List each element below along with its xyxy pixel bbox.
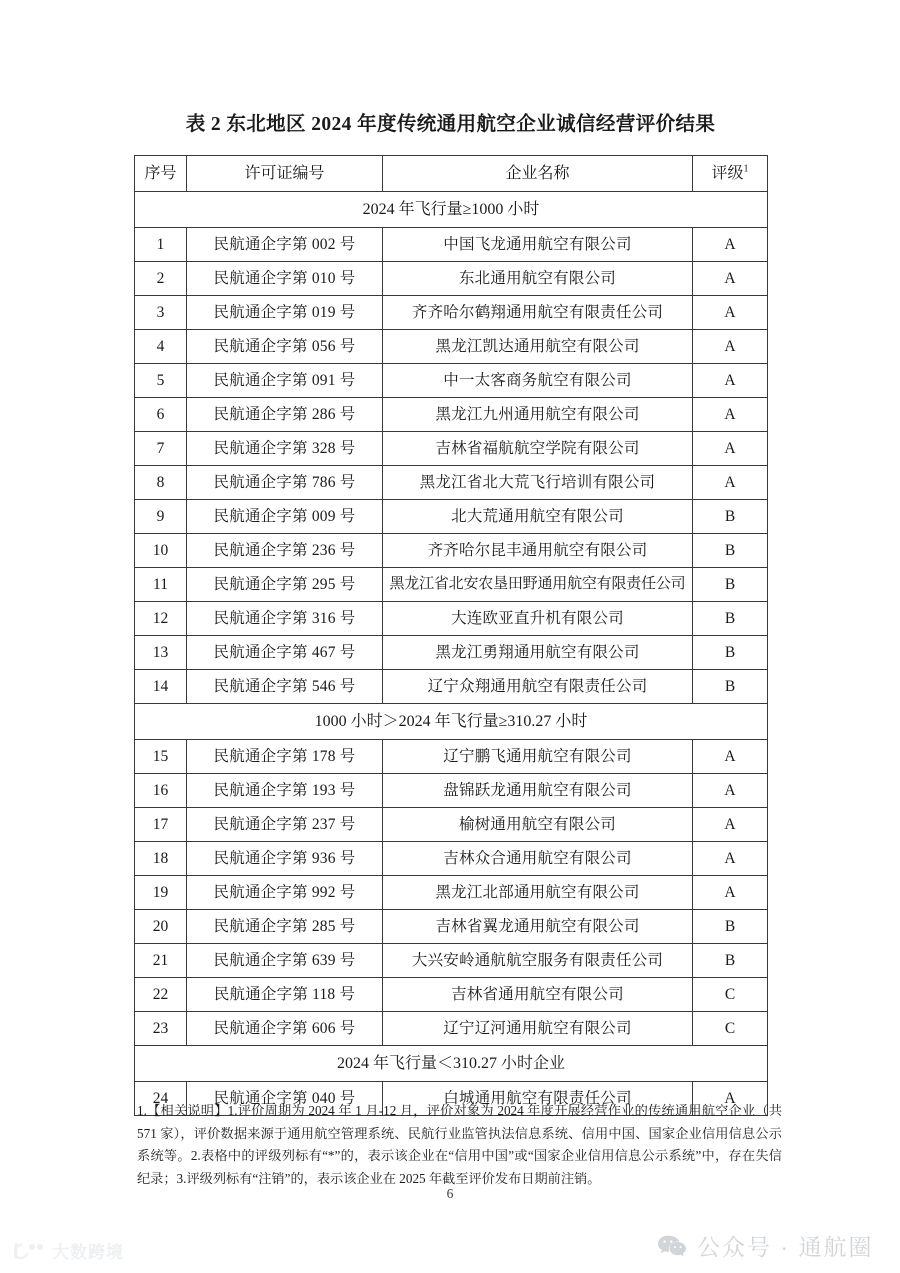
cell-company: 盘锦跃龙通用航空有限公司: [383, 774, 693, 808]
cell-company: 榆树通用航空有限公司: [383, 808, 693, 842]
cell-index: 19: [135, 876, 187, 910]
cell-license: 民航通企字第 467 号: [187, 636, 383, 670]
group-header-label: 2024 年飞行量≥1000 小时: [135, 192, 768, 228]
cell-index: 22: [135, 978, 187, 1012]
cell-rating: B: [693, 568, 768, 602]
table-row: [135, 1012, 768, 1046]
cell-license: 民航通企字第 236 号: [187, 534, 383, 568]
cell-rating: A: [693, 774, 768, 808]
table-row: [135, 774, 768, 808]
cell-company: 黑龙江凯达通用航空有限公司: [383, 330, 693, 364]
column-header-superscript: 1: [743, 163, 749, 175]
cell-rating: B: [693, 670, 768, 704]
cell-company: 齐齐哈尔鹤翔通用航空有限责任公司: [383, 296, 693, 330]
table-row: [135, 808, 768, 842]
table-row: [135, 398, 768, 432]
cell-license: 民航通企字第 009 号: [187, 500, 383, 534]
cell-index: 23: [135, 1012, 187, 1046]
cell-rating: B: [693, 910, 768, 944]
evaluation-table: [134, 155, 768, 1116]
table-row: [135, 432, 768, 466]
watermark-left: [14, 1238, 124, 1263]
cell-company: 吉林省福航航空学院有限公司: [383, 432, 693, 466]
cell-license: 民航通企字第 056 号: [187, 330, 383, 364]
column-header-license: 许可证编号: [187, 156, 383, 192]
column-header-company: 企业名称: [383, 156, 693, 192]
cell-rating: A: [693, 398, 768, 432]
cell-index: 20: [135, 910, 187, 944]
table-row: [135, 636, 768, 670]
cell-index: 18: [135, 842, 187, 876]
watermark-right-label: 公众号 · 通航圈: [697, 1234, 874, 1260]
table-row: [135, 534, 768, 568]
cell-index: 7: [135, 432, 187, 466]
table-row: [135, 228, 768, 262]
cell-index: 11: [135, 568, 187, 602]
footnote-text: 1.【相关说明】1.评价周期为 2024 年 1 月-12 月，评价对象为 2024 年度开展经营作业的传统通用航空企业（共 571 家），评价数据来源于通用航空管理系统、民航行业监管执法信息系统、信用中国、国家企业信用信息公示系统等。2.表格中的评级列标有“*”的，表示该企业在“信用中国”或“国家企业信用信息公示系统”中，存在失信纪录；3.评级列标有“注销”的，表示该企业在 2025 年截至评价发布日期前注销。: [137, 1103, 782, 1187]
cell-index: 12: [135, 602, 187, 636]
cell-company: 黑龙江省北大荒飞行培训有限公司: [383, 466, 693, 500]
cell-rating: C: [693, 978, 768, 1012]
cell-rating: B: [693, 534, 768, 568]
table-group-header-row: [135, 1046, 768, 1082]
table-row: [135, 740, 768, 774]
cell-index: 8: [135, 466, 187, 500]
cell-company: 辽宁鹏飞通用航空有限公司: [383, 740, 693, 774]
table-row: [135, 842, 768, 876]
cell-rating: B: [693, 500, 768, 534]
cell-license: 民航通企字第 010 号: [187, 262, 383, 296]
cell-rating: B: [693, 636, 768, 670]
cell-index: 17: [135, 808, 187, 842]
cell-company: 辽宁众翔通用航空有限责任公司: [383, 670, 693, 704]
cell-index: 14: [135, 670, 187, 704]
page-number: 6: [446, 1186, 454, 1201]
table-row: [135, 500, 768, 534]
cell-index: 10: [135, 534, 187, 568]
table-row: [135, 296, 768, 330]
cell-license: 民航通企字第 639 号: [187, 944, 383, 978]
cell-license: 民航通企字第 546 号: [187, 670, 383, 704]
cell-index: 4: [135, 330, 187, 364]
cell-license: 民航通企字第 992 号: [187, 876, 383, 910]
table-row: [135, 330, 768, 364]
table-row: [135, 876, 768, 910]
cell-rating: B: [693, 944, 768, 978]
cell-index: 6: [135, 398, 187, 432]
cell-rating: A: [693, 364, 768, 398]
column-header-rating: 评级$^1$: [693, 156, 768, 192]
cell-index: 2: [135, 262, 187, 296]
cell-license: 民航通企字第 237 号: [187, 808, 383, 842]
cell-rating: A: [693, 466, 768, 500]
cell-license: 民航通企字第 193 号: [187, 774, 383, 808]
cell-rating: A: [693, 262, 768, 296]
cell-index: 5: [135, 364, 187, 398]
group-header-label: 2024 年飞行量＜310.27 小时企业: [135, 1046, 768, 1082]
cell-company: 北大荒通用航空有限公司: [383, 500, 693, 534]
cell-company: 齐齐哈尔昆丰通用航空有限公司: [383, 534, 693, 568]
cell-rating: C: [693, 1012, 768, 1046]
table-row: [135, 262, 768, 296]
watermark-left-label: 大数跨境: [52, 1243, 124, 1262]
cell-index: 3: [135, 296, 187, 330]
cell-license: 民航通企字第 328 号: [187, 432, 383, 466]
cell-company: 辽宁辽河通用航空有限公司: [383, 1012, 693, 1046]
cell-license: 民航通企字第 091 号: [187, 364, 383, 398]
cell-license: 民航通企字第 606 号: [187, 1012, 383, 1046]
cell-license: 民航通企字第 286 号: [187, 398, 383, 432]
cell-rating: A: [693, 296, 768, 330]
table-row: [135, 978, 768, 1012]
cell-index: 9: [135, 500, 187, 534]
cell-license: 民航通企字第 178 号: [187, 740, 383, 774]
table-group-header-row: [135, 192, 768, 228]
table-row: [135, 602, 768, 636]
cell-company: 吉林省翼龙通用航空有限公司: [383, 910, 693, 944]
cell-rating: B: [693, 602, 768, 636]
cell-company: 吉林省通用航空有限公司: [383, 978, 693, 1012]
cell-index: 1: [135, 228, 187, 262]
table-row: [135, 466, 768, 500]
cell-license: 民航通企字第 936 号: [187, 842, 383, 876]
cell-index: 21: [135, 944, 187, 978]
cell-license: 民航通企字第 040 号: [187, 1082, 383, 1116]
cell-company: 大兴安岭通航航空服务有限责任公司: [383, 944, 693, 978]
cell-license: 民航通企字第 118 号: [187, 978, 383, 1012]
cell-rating: A: [693, 1082, 768, 1116]
cell-license: 民航通企字第 295 号: [187, 568, 383, 602]
watermark-right: [657, 1229, 873, 1262]
group-header-label: 1000 小时＞2024 年飞行量≥310.27 小时: [135, 704, 768, 740]
evaluation-table-container: [134, 155, 767, 1116]
cell-license: 民航通企字第 316 号: [187, 602, 383, 636]
cell-rating: A: [693, 876, 768, 910]
cell-rating: A: [693, 228, 768, 262]
cell-license: 民航通企字第 019 号: [187, 296, 383, 330]
cell-rating: A: [693, 808, 768, 842]
cell-company: 白城通用航空有限责任公司: [383, 1082, 693, 1116]
cell-company: 黑龙江省北安农垦田野通用航空有限责任公司: [383, 568, 693, 602]
cell-license: 民航通企字第 786 号: [187, 466, 383, 500]
cell-company: 吉林众合通用航空有限公司: [383, 842, 693, 876]
page-title: 表 2 东北地区 2024 年度传统通用航空企业诚信经营评价结果: [185, 114, 716, 135]
cell-rating: A: [693, 842, 768, 876]
cell-license: 民航通企字第 285 号: [187, 910, 383, 944]
cell-company: 黑龙江勇翔通用航空有限公司: [383, 636, 693, 670]
table-row: [135, 670, 768, 704]
cell-index: 15: [135, 740, 187, 774]
table-header-row: [135, 156, 768, 192]
column-header-index: 序号: [135, 156, 187, 192]
table-row: [135, 364, 768, 398]
cell-rating: A: [693, 740, 768, 774]
cell-rating: A: [693, 432, 768, 466]
cell-rating: A: [693, 330, 768, 364]
table-row: [135, 944, 768, 978]
cell-company: 东北通用航空有限公司: [383, 262, 693, 296]
cell-company: 黑龙江九州通用航空有限公司: [383, 398, 693, 432]
table-row: [135, 910, 768, 944]
cell-index: 24: [135, 1082, 187, 1116]
cell-index: 16: [135, 774, 187, 808]
cell-index: 13: [135, 636, 187, 670]
cell-company: 大连欧亚直升机有限公司: [383, 602, 693, 636]
wechat-icon: [657, 1234, 687, 1258]
cell-company: 中国飞龙通用航空有限公司: [383, 228, 693, 262]
table-row: [135, 568, 768, 602]
table-group-header-row: [135, 704, 768, 740]
dashu-logo-icon: [14, 1241, 46, 1261]
cell-company: 黑龙江北部通用航空有限公司: [383, 876, 693, 910]
cell-license: 民航通企字第 002 号: [187, 228, 383, 262]
cell-company: 中一太客商务航空有限公司: [383, 364, 693, 398]
